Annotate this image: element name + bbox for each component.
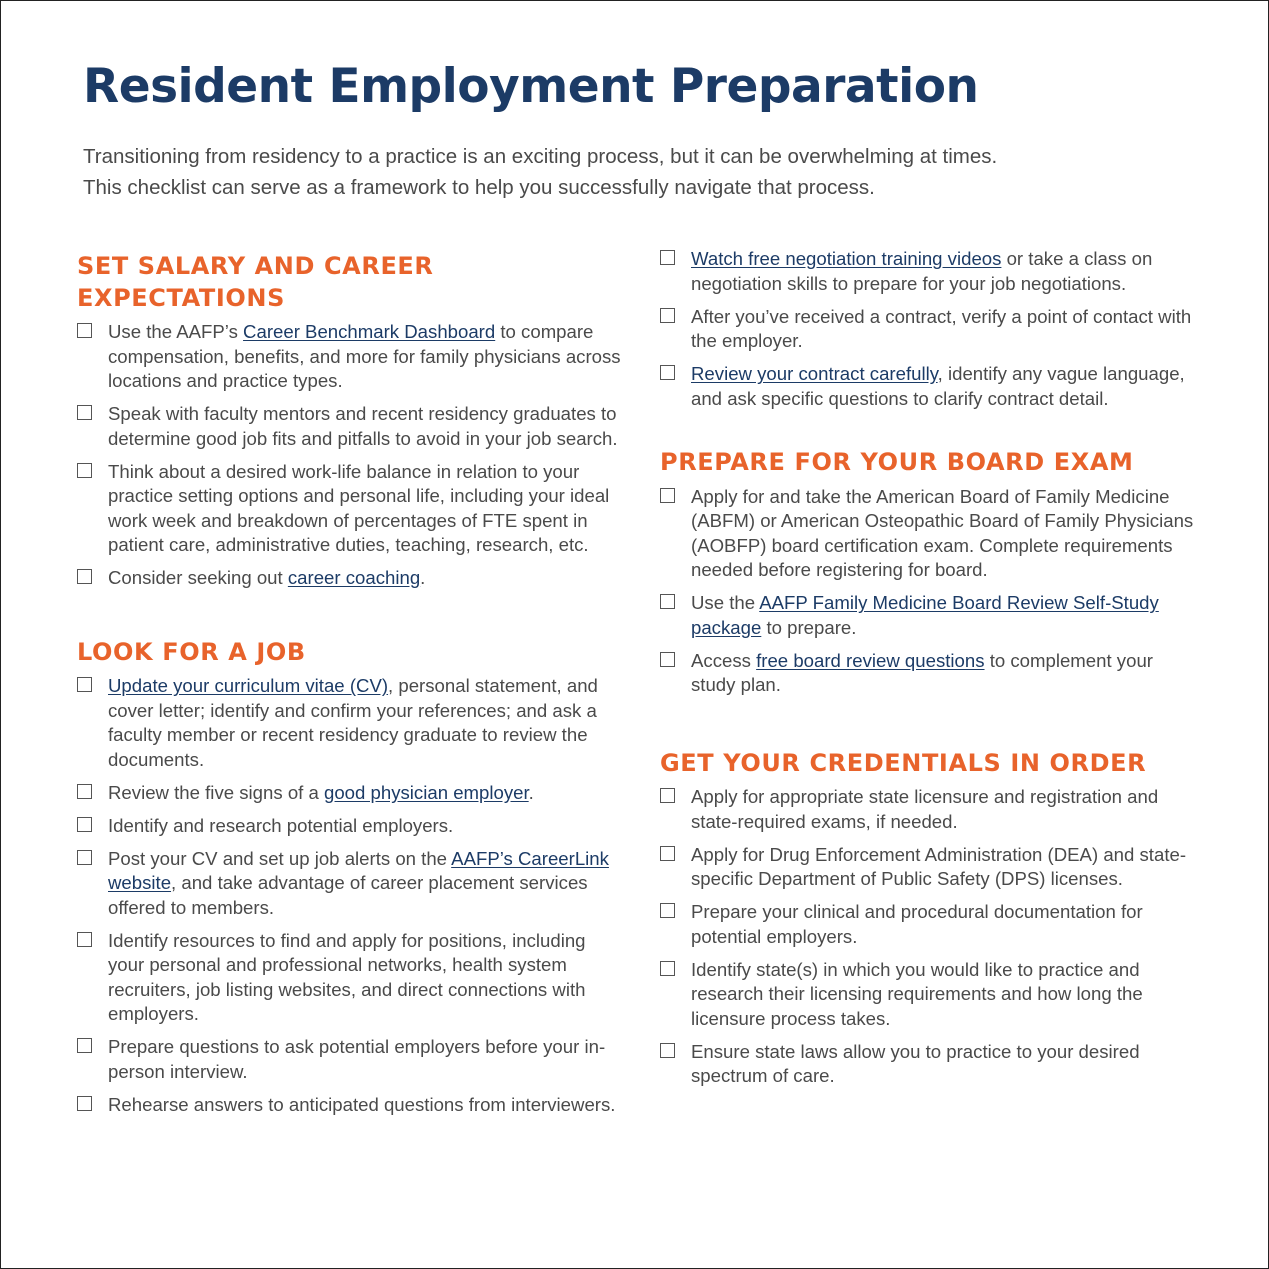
- checklist-item: [660, 485, 1200, 583]
- checkbox[interactable]: [77, 932, 92, 947]
- item-text: Prepare questions to ask potential employers before your in-person interview.: [108, 1036, 606, 1082]
- checklist-item: [77, 320, 625, 394]
- checkbox[interactable]: [660, 1043, 675, 1058]
- intro-line-1: Transitioning from residency to a practice is an exciting process, but it can be overwhelming at times.: [83, 145, 998, 168]
- checklist-item: [660, 305, 1200, 354]
- checkbox[interactable]: [77, 323, 92, 338]
- careerlink-website-link[interactable]: AAFP’s CareerLink website: [108, 847, 609, 893]
- item-text: to complement your study plan.: [691, 649, 1153, 695]
- checklist-item: [660, 958, 1200, 1032]
- heading-line: EXPECTATIONS: [77, 283, 285, 312]
- item-text: Rehearse answers to anticipated questions from interviewers.: [108, 1093, 616, 1115]
- page-title: Resident Employment Preparation: [83, 59, 979, 114]
- checkbox[interactable]: [660, 308, 675, 323]
- checklist-item: [660, 591, 1200, 640]
- item-text: Prepare your clinical and procedural documentation for potential employers.: [691, 901, 1143, 947]
- checklist-item: [77, 402, 625, 451]
- checklist-item: [77, 566, 625, 591]
- checklist-item: [77, 1093, 625, 1118]
- checklist-item: [660, 362, 1200, 411]
- checkbox[interactable]: [77, 463, 92, 478]
- item-text: Identify and research potential employers.: [108, 814, 454, 836]
- checkbox[interactable]: [77, 1096, 92, 1111]
- checklist-item: [77, 847, 625, 921]
- item-text: Ensure state laws allow you to practice to your desired spectrum of care.: [691, 1040, 1140, 1086]
- item-text: Apply for and take the American Board of Family Medicine (ABFM) or American Osteopathic Board of Family Physicians (AOBFP) board certification exam. Complete requirements needed before registering for board.: [691, 485, 1194, 580]
- checkbox[interactable]: [660, 488, 675, 503]
- right-column: [660, 247, 1200, 1097]
- review-contract-link[interactable]: Review your contract carefully: [691, 363, 938, 384]
- item-text: .: [528, 781, 534, 803]
- checklist-salary: [77, 320, 625, 591]
- section-heading-salary: [77, 251, 625, 314]
- item-text: Identify state(s) in which you would like to practice and research their licensing requirements and how long the licensure process takes.: [691, 958, 1143, 1029]
- checklist-item: [77, 781, 625, 806]
- checkbox[interactable]: [660, 846, 675, 861]
- free-board-review-questions-link[interactable]: free board review questions: [756, 649, 985, 671]
- checklist-job: [77, 674, 625, 1117]
- section-heading-credentials: GET YOUR CREDENTIALS IN ORDER: [660, 748, 1147, 777]
- item-text: , identify any vague language, and ask specific questions to clarify contract detail.: [691, 363, 1185, 409]
- item-text: , and take advantage of career placement services offered to members.: [108, 872, 588, 918]
- checklist-item: [77, 1035, 625, 1084]
- checkbox[interactable]: [660, 652, 675, 667]
- checklist-board: [660, 485, 1200, 698]
- item-text: Access: [691, 649, 757, 671]
- checklist-negotiation: [660, 247, 1200, 411]
- checkbox[interactable]: [77, 850, 92, 865]
- checkbox[interactable]: [660, 594, 675, 609]
- item-text: Use the: [691, 592, 760, 613]
- checklist-item: [77, 929, 625, 1027]
- career-coaching-link[interactable]: career coaching: [287, 567, 421, 588]
- checkbox[interactable]: [77, 677, 92, 692]
- item-text: , personal statement, and cover letter; identify and confirm your references; and ask a faculty member or recent residency graduate to review the documents.: [108, 675, 598, 770]
- update-cv-link[interactable]: Update your curriculum vitae (CV): [108, 675, 389, 696]
- heading-line: SET SALARY AND CAREER: [77, 252, 434, 280]
- item-text: After you’ve received a contract, verify a point of contact with the employer.: [691, 305, 1192, 351]
- item-text: Use the AAFP’s: [108, 321, 244, 342]
- item-text: or take a class on negotiation skills to prepare for your job negotiations.: [691, 248, 1153, 294]
- item-text: Identify resources to find and apply for positions, including your personal and professional networks, health system recruiters, job listing websites, and direct connections with employers.: [108, 929, 586, 1024]
- checkbox[interactable]: [660, 788, 675, 803]
- negotiation-videos-link[interactable]: Watch free negotiation training videos: [691, 248, 1002, 269]
- item-text: .: [420, 567, 426, 588]
- item-text: Speak with faculty mentors and recent residency graduates to determine good job fits and pitfalls to avoid in your job search.: [108, 403, 618, 449]
- checkbox[interactable]: [77, 569, 92, 584]
- checkbox[interactable]: [77, 784, 92, 799]
- checklist-credentials: [660, 785, 1200, 1089]
- item-text: Apply for Drug Enforcement Administration (DEA) and state-specific Department of Public Safety (DPS) licenses.: [691, 843, 1187, 889]
- item-text: to prepare.: [761, 616, 857, 638]
- checkbox[interactable]: [660, 903, 675, 918]
- checkbox[interactable]: [660, 250, 675, 265]
- checklist-item: [660, 1040, 1200, 1089]
- checklist-item: [660, 843, 1200, 892]
- checklist-item: [77, 674, 625, 772]
- checkbox[interactable]: [77, 1038, 92, 1053]
- checkbox[interactable]: [660, 365, 675, 380]
- item-text: Post your CV and set up job alerts on the: [108, 847, 452, 869]
- checkbox[interactable]: [77, 817, 92, 832]
- checklist-item: [660, 785, 1200, 834]
- board-review-self-study-link[interactable]: AAFP Family Medicine Board Review Self-Study package: [691, 592, 1159, 638]
- item-text: Review the five signs of a: [108, 781, 324, 803]
- checkbox[interactable]: [77, 405, 92, 420]
- checklist-item: [660, 649, 1200, 698]
- checklist-item: [660, 247, 1200, 296]
- intro-line-2: This checklist can serve as a framework to help you successfully navigate that process.: [83, 176, 875, 199]
- item-text: to compare compensation, benefits, and more for family physicians across locations and practice types.: [108, 321, 621, 391]
- checkbox[interactable]: [660, 961, 675, 976]
- item-text: Consider seeking out: [108, 567, 288, 588]
- item-text: Apply for appropriate state licensure and registration and state-required exams, if needed.: [691, 786, 1159, 832]
- intro-paragraph: [83, 141, 1183, 203]
- item-text: Think about a desired work-life balance in relation to your practice setting options and personal life, including your ideal work week and breakdown of percentages of FTE spent in patient care, administrative duties, teaching, research, etc.: [108, 460, 610, 555]
- section-heading-board: PREPARE FOR YOUR BOARD EXAM: [660, 448, 1134, 476]
- left-column: [77, 251, 625, 1126]
- checklist-item: [77, 460, 625, 558]
- career-benchmark-dashboard-link[interactable]: Career Benchmark Dashboard: [243, 321, 496, 342]
- checklist-item: [77, 814, 625, 839]
- checklist-item: [660, 900, 1200, 949]
- good-physician-employer-link[interactable]: good physician employer: [324, 781, 529, 803]
- section-heading-job: LOOK FOR A JOB: [77, 637, 306, 666]
